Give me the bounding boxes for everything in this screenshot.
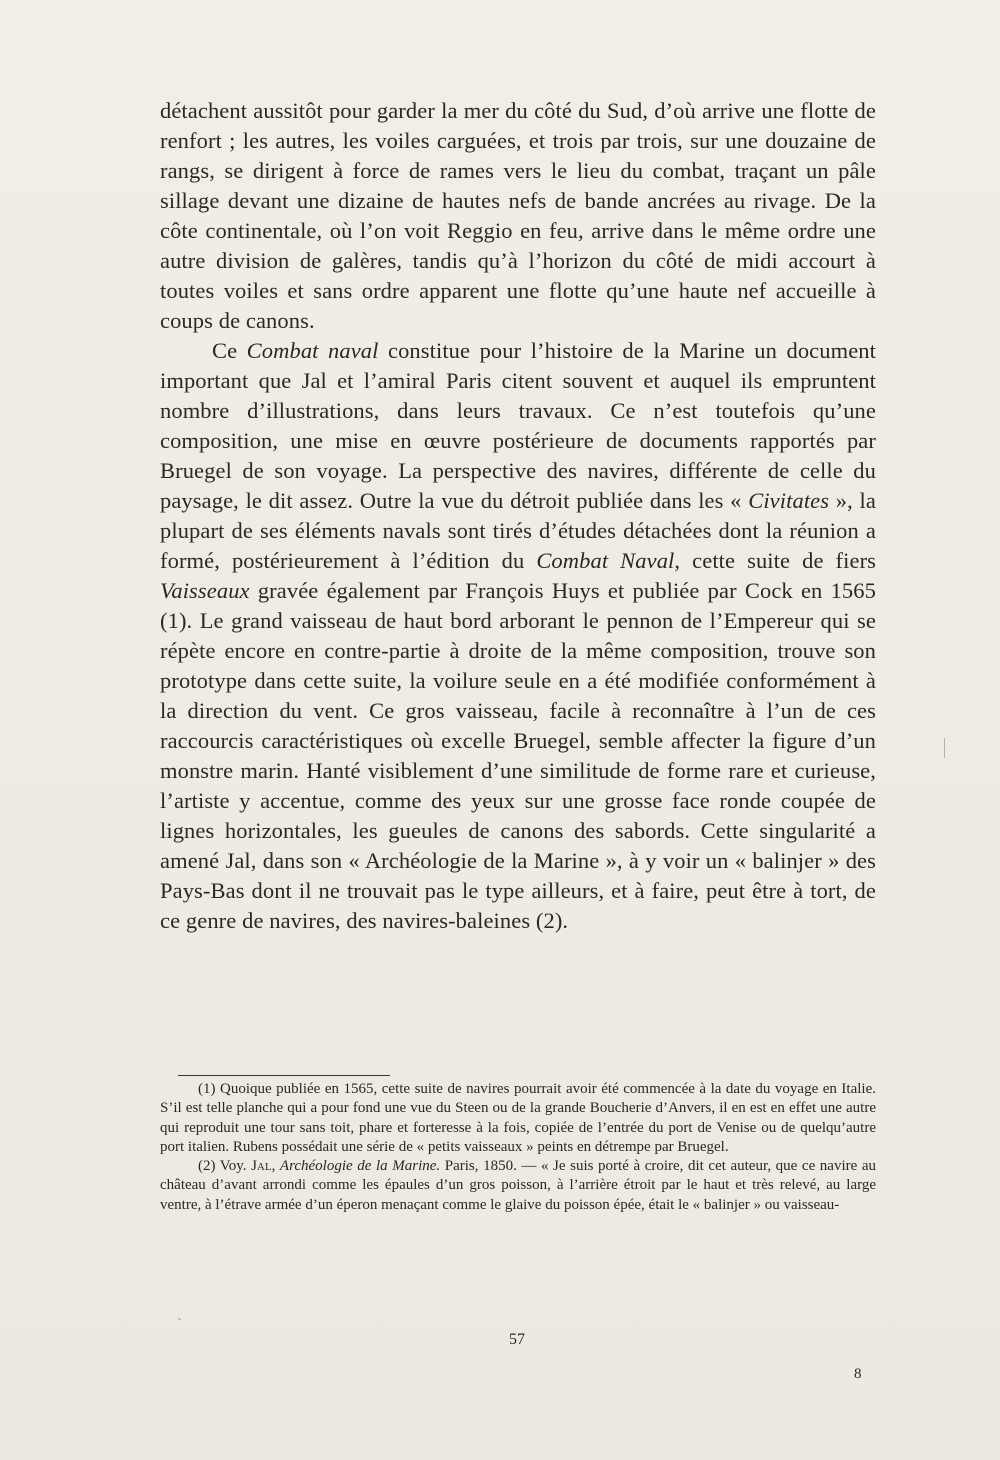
text-run: gravée également par François Huys et publiée par Cock en 1565 (1). Le grand vaisseau de haut bord arborant le pennon de l’Empereur qui se répète encore en contre-partie à droite de la même composition, trouve son prototype dans cette suite, la voilure seule en a été modifiée conformément à la direction du vent. Ce gros vaisseau, facile à reconnaître à l’un de ces raccourcis caractéristiques où excelle Bruegel, semble affecter la figure d’un monstre marin. Hanté visiblement d’une similitude de forme rare et curieuse, l’artiste y accentue, comme des yeux sur une grosse face ronde coupée de lignes horizontales, les gueules de canons des sabords. Cette singularité a amené Jal, dans son « Archéologie de la Marine », à y voir un « balinjer » des Pays-Bas dont il ne trouvait pas le type ailleurs, et à faire, peut être à tort, de ce genre de navires, des navires-baleines (2).: [160, 578, 876, 933]
text-run: constitue pour l’histoire de la Marine un document important que Jal et l’amiral Paris citent souvent et auquel ils empruntent nombre d’illustrations, dans leurs travaux. Ce n’est toutefois qu’une composition, une mise en œuvre postérieure de documents rapportés par Bruegel de son voyage. La perspective des navires, différente de celle du paysage, le dit assez. Outre la vue du détroit publiée dans les «: [160, 338, 876, 513]
page-number: 57: [509, 1331, 525, 1348]
footnote-2: [160, 1157, 876, 1215]
footnote-1: (1) Quoique publiée en 1565, cette suite de navires pourrait avoir été commencée à la date du voyage en Italie. S’il est telle planche qui a pour fond une vue du Steen ou de la grande Boucherie d’Anvers, il en est en effet une autre qui reproduit une tour sans toit, phare et forteresse à la fois, copiée de l’entrée du port de Venise ou de quelqu’autre port italien. Rubens possédait une série de « petits vaisseaux » peints en détrempe par Bruegel.: [160, 1081, 876, 1155]
italic-title: Vaisseaux: [160, 578, 250, 603]
body-text: [160, 96, 876, 936]
margin-mark: [944, 738, 945, 758]
paper-speck: [178, 1318, 181, 1320]
text-run: Ce: [212, 338, 247, 363]
paragraph: [160, 336, 876, 936]
text-run: , cette suite de fiers: [674, 548, 877, 573]
italic-title: Combat naval: [246, 338, 379, 363]
footnote-rule: [178, 1075, 390, 1076]
italic-title: Combat Naval: [536, 548, 675, 573]
text-run: ,: [271, 1158, 280, 1175]
footnote-title: Archéologie de la Marine.: [279, 1158, 441, 1175]
text-run: Paris, 1850. — « Je suis porté à croire, dit cet auteur, que ce navire au château d’avant arrondi comme les épaules d’un gros poisson, à l’arrière étroit par le haut et très relevé, au large ventre, à l’étrave armée d’un éperon menaçant comme le glaive du poisson épée, était le « balinjer » ou vaisseau-: [160, 1158, 877, 1213]
text-run: (2) Voy.: [198, 1158, 252, 1175]
paragraph: détachent aussitôt pour garder la mer du côté du Sud, d’où arrive une flotte de renfort ; les autres, les voiles carguées, et trois par trois, sur une douzaine de rangs, se dirigent à force de rames vers le lieu du combat, traçant un pâle sillage devant une dizaine de hautes nefs de bande ancrées au rivage. De la côte continentale, où l’on voit Reggio en feu, arrive dans le même ordre une autre division de galères, tandis qu’à l’horizon du côté de midi accourt à toutes voiles et sans ordre apparent une flotte qu’une haute nef accueille à coups de canons.: [160, 98, 876, 333]
text-run: », la plupart de ses éléments navals sont tirés d’études détachées dont la réunion a formé, postérieurement à l’édition du: [160, 488, 876, 573]
footnotes: [160, 1080, 876, 1215]
signature-mark: 8: [854, 1366, 862, 1382]
footnote-author: Jal: [251, 1158, 272, 1175]
italic-title: Civitates: [748, 488, 830, 513]
